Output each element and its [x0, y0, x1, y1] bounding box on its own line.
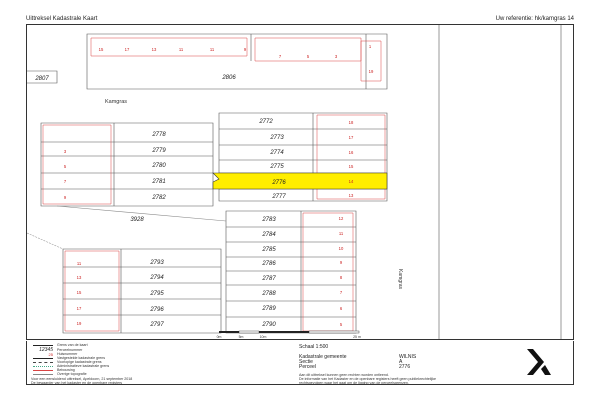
svg-text:13: 13 — [151, 47, 157, 52]
map-title: Uittreksel Kadastrale Kaart — [26, 16, 98, 22]
sectie-value: A — [399, 359, 403, 365]
svg-text:5m: 5m — [238, 335, 244, 339]
legend-item: Vastgestelde kadastrale grens — [31, 356, 105, 360]
svg-text:0m: 0m — [216, 335, 222, 339]
parcel-number: 2785 — [262, 247, 276, 253]
parcel-number: 2776 — [272, 180, 286, 186]
legend-item: Grens van de kaart — [31, 343, 88, 347]
parcel-number: 2772 — [259, 119, 273, 125]
svg-text:5: 5 — [63, 164, 67, 169]
svg-text:12: 12 — [338, 216, 344, 221]
block-lower-right — [226, 211, 356, 333]
issued-authority: De bewaarder van het kadaster en de openbare registers — [31, 381, 123, 385]
svg-text:19: 19 — [368, 69, 374, 74]
svg-text:11: 11 — [209, 47, 215, 52]
svg-text:9: 9 — [339, 260, 343, 265]
svg-text:25 m: 25 m — [353, 335, 361, 339]
svg-text:17: 17 — [348, 135, 354, 140]
parcel-number: 2784 — [262, 232, 276, 238]
reference-label: Uw referentie: hk/kamgras 14 — [495, 16, 574, 22]
parcel-number: 2789 — [262, 306, 276, 312]
svg-text:17: 17 — [76, 306, 82, 311]
svg-text:15: 15 — [76, 290, 82, 295]
parcel-number: 2778 — [152, 132, 166, 138]
legend-item: Voorlopige kadastrale grens — [31, 360, 102, 364]
street-name-kamgras: Kamgras — [105, 99, 128, 105]
svg-text:15: 15 — [348, 164, 354, 169]
sectie-label: Sectie — [299, 359, 313, 365]
svg-text:5: 5 — [339, 322, 343, 327]
parcel-number: 2774 — [270, 150, 284, 156]
issued-statement: Voor een eensluidend uittreksel, Apeldoorn, 21 september 2018 — [31, 377, 133, 381]
disclaimer-3: rechtsgevolgen waar het gaat om de ligging van de perceelsgrenzen. — [299, 381, 409, 385]
svg-text:7: 7 — [278, 54, 282, 59]
legend-panel — [26, 341, 574, 385]
building-block-top — [87, 34, 387, 89]
legend-item: 12345 Perceelnummer — [39, 346, 83, 353]
parcel-number: 2779 — [152, 148, 166, 154]
map-frame — [26, 24, 574, 340]
parcel-number: 2807 — [35, 76, 49, 82]
svg-text:13: 13 — [348, 193, 354, 198]
block-left — [41, 123, 213, 206]
parcel-number: 3928 — [130, 217, 144, 223]
disclaimer-1: Aan dit uittreksel kunnen geen rechten worden ontleend. — [299, 373, 389, 377]
parcel-number: 2773 — [270, 135, 284, 141]
parcel-number: 2782 — [152, 195, 166, 201]
parcel-number: 2780 — [152, 163, 166, 169]
svg-text:7: 7 — [339, 290, 343, 295]
parcel-number: 2797 — [150, 322, 164, 328]
block-lower-left — [63, 249, 221, 333]
svg-text:5: 5 — [306, 54, 310, 59]
svg-text:9: 9 — [243, 47, 247, 52]
gemeente-label: Kadastrale gemeente — [299, 354, 347, 360]
parcel-number: 2796 — [150, 307, 164, 313]
parcel-number: 2788 — [262, 291, 276, 297]
parcel-number: 2790 — [262, 322, 276, 328]
legend-item: Bebouwing — [31, 368, 75, 372]
highlighted-parcel-2776 — [213, 173, 387, 189]
scale-bar — [217, 331, 361, 339]
gemeente-value: WILNIS — [399, 354, 417, 360]
parcel-number: 2806 — [222, 75, 236, 81]
svg-text:1: 1 — [368, 44, 372, 49]
legend-item: 25 Huisnummer — [48, 351, 78, 357]
parcel-number: 2783 — [262, 217, 276, 223]
legend-item: Overige topografie — [31, 372, 87, 376]
svg-text:7: 7 — [63, 179, 67, 184]
svg-text:3: 3 — [334, 54, 338, 59]
street-name-kamgras-vertical: Kamgras — [397, 269, 403, 290]
parcel-number: 2781 — [152, 179, 166, 185]
svg-text:11: 11 — [76, 261, 82, 266]
parcel-number: 2793 — [150, 260, 164, 266]
svg-text:10: 10 — [338, 246, 344, 251]
svg-text:17: 17 — [124, 47, 130, 52]
svg-text:10m: 10m — [259, 335, 267, 339]
svg-text:15: 15 — [98, 47, 104, 52]
svg-text:8: 8 — [339, 275, 343, 280]
svg-text:3: 3 — [63, 149, 67, 154]
parcel-number: 2777 — [272, 194, 286, 200]
svg-text:19: 19 — [76, 321, 82, 326]
svg-text:13: 13 — [76, 275, 82, 280]
svg-text:9: 9 — [63, 195, 67, 200]
parcel-number: 2787 — [262, 276, 276, 282]
svg-text:18: 18 — [348, 120, 354, 125]
perceel-label: Perceel — [299, 364, 316, 370]
svg-text:14: 14 — [348, 179, 354, 184]
svg-text:11: 11 — [338, 231, 344, 236]
scale-label: Schaal 1:500 — [299, 344, 329, 350]
parcel-number: 2794 — [150, 275, 164, 281]
kadaster-logo-icon — [524, 347, 552, 377]
parcel-number: 2795 — [150, 291, 164, 297]
svg-text:6: 6 — [339, 306, 343, 311]
legend-item: Administratieve kadastrale grens — [31, 364, 109, 368]
disclaimer-2: De informatie van het Kadaster en de openbare registers heeft geen publiekrechtelijke — [299, 377, 437, 381]
svg-text:16: 16 — [348, 150, 354, 155]
parcel-number: 2786 — [262, 261, 276, 267]
cadastral-map — [27, 25, 573, 339]
perceel-value: 2776 — [399, 364, 411, 370]
parcel-number: 2775 — [270, 164, 284, 170]
svg-text:11: 11 — [178, 47, 184, 52]
